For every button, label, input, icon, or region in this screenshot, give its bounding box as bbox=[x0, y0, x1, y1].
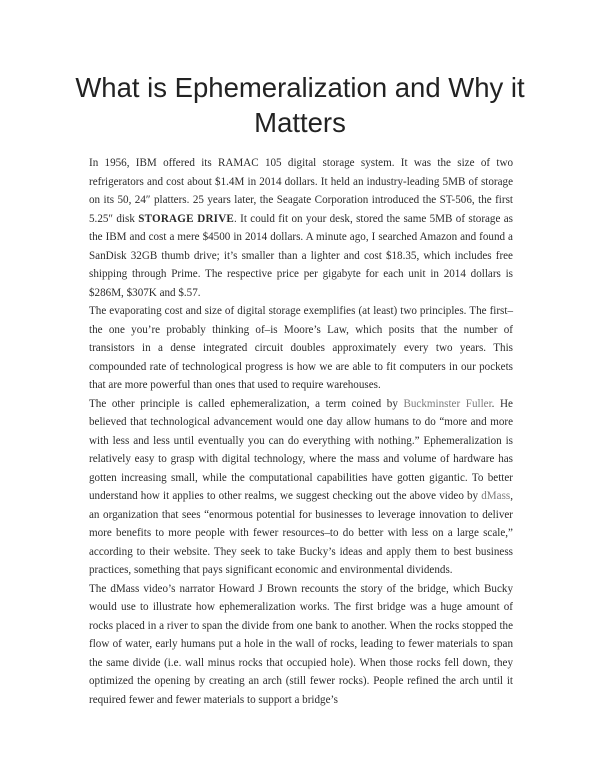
paragraph-ephemeralization bbox=[89, 395, 513, 580]
paragraph-moores-law: The evaporating cost and size of digital storage exemplifies (at least) two principles. The first–the one you’re probably thinking of–is Moore’s Law, which posits that the number of transistors in a dense integrated circuit doubles approximately every two years. This compounded rate of technological progress is how we are able to fit computers in our pockets that are more powerful than ones that used to require warehouses. bbox=[89, 305, 513, 391]
paragraph-ramac-rest: . It could fit on your desk, stored the same 5MB of storage as the IBM and cost a mere $4500 in 2014 dollars. A minute ago, I searched Amazon and found a SanDisk 32GB thumb drive; it’s smaller than a lighter and cost $18.35, which includes free shipping through Prime. The respective price per gigabyte for each unit in 2014 dollars is $286M, $307K and $.57. bbox=[89, 212, 514, 299]
paragraph-ephemeralization-intro: The other principle is called ephemeralization, a term coined by bbox=[89, 397, 404, 410]
storage-drive-emphasis: STORAGE DRIVE bbox=[138, 212, 235, 225]
paragraph-ephemeralization-rest: , an organization that sees “enormous potential for businesses to leverage innovation to deliver more benefits to more people with fewer resources–to do better with less on a large scale,” according to their website. They seek to take Bucky’s ideas and apply them to best business practices, something that pays significant economic and environmental dividends. bbox=[89, 490, 513, 576]
page-title: What is Ephemeralization and Why it Matters bbox=[75, 72, 525, 138]
buckminster-fuller-link[interactable]: Buckminster Fuller bbox=[403, 397, 492, 410]
paragraph-ramac bbox=[89, 154, 513, 302]
dmass-link[interactable]: dMass bbox=[481, 490, 511, 502]
paragraph-ephemeralization-middle: . He believed that technological advancement would one day allow humans to do “more and more with less and less until eventually you can do everything with nothing.” Ephemeralization is relatively easy to grasp with digital technology, where the mass and volume of hardware has gotten increasing small, while the computational capabilities have gotten gigantic. To better understand how it applies to other realms, we suggest checking out the above video by bbox=[89, 397, 513, 502]
paragraph-bridge-story: The dMass video’s narrator Howard J Brown recounts the story of the bridge, which Bucky would use to illustrate how ephemeralization works. The first bridge was a huge amount of rocks placed in a river to span the divide from one bank to another. When the rocks stopped the flow of water, early humans put a hole in the wall of rocks, leading to fewer materials to span the same divide (i.e. wall minus rocks that occupied hole). When those rocks fell down, they optimized the opening by creating an arch (still fewer rocks). People refined the arch until it required fewer and fewer materials to support a bridge’s bbox=[89, 582, 513, 706]
article-body bbox=[89, 154, 513, 709]
paragraph-ramac-intro: In 1956, IBM offered its RAMAC 105 digital storage system. It was the size of two refrigerators and cost about $1.4M in 2014 dollars. It held an industry-leading 5MB of storage on its 50, 24″ platters. 25 years later, the Seagate Corporation introduced the ST-506, the first 5.25″ disk bbox=[89, 157, 513, 225]
